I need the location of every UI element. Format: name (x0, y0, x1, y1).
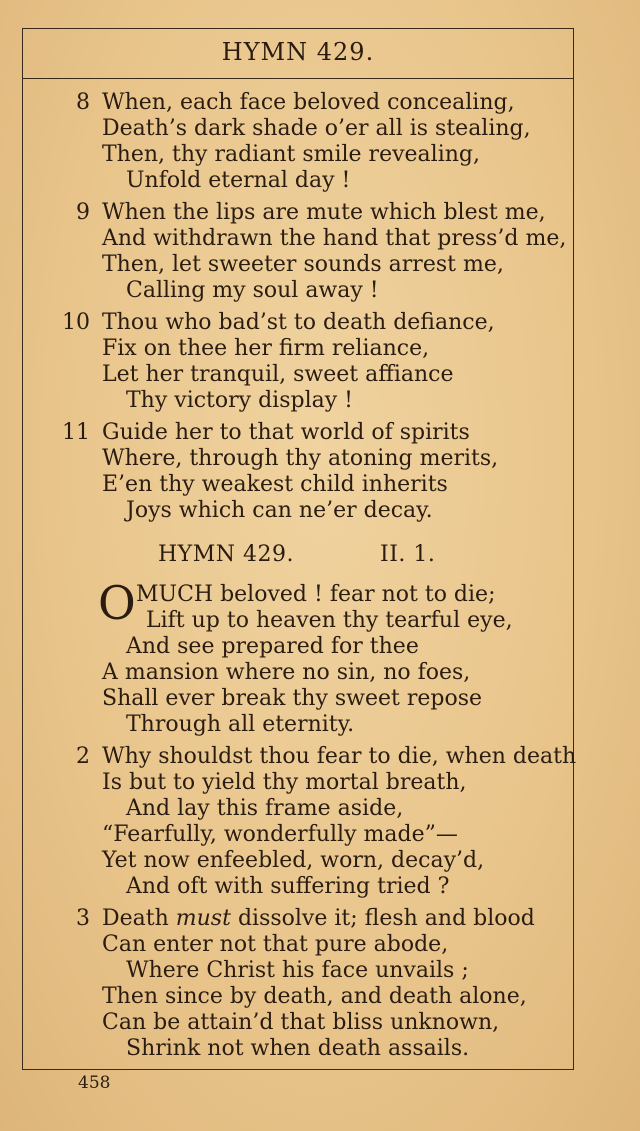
verse-line: And lay this frame aside, (126, 796, 404, 821)
stanza-number: 8 (76, 90, 90, 115)
verse-line: Shrink not when death assails. (126, 1036, 470, 1061)
drop-cap: O (98, 576, 136, 630)
verse-line: Through all eternity. (126, 712, 355, 737)
verse-line: And see prepared for thee (126, 634, 419, 659)
page-number: 458 (78, 1073, 111, 1093)
verse-line: Guide her to that world of spirits (102, 420, 470, 445)
verse-line: Then, let sweeter sounds arrest me, (102, 252, 504, 277)
verse-line: When the lips are mute which blest me, (102, 200, 546, 225)
verse-line: Calling my soul away ! (126, 278, 379, 303)
verse-line: Then, thy radiant smile revealing, (102, 142, 480, 167)
hymn-meter: II. 1. (380, 542, 436, 567)
verse-line: And oft with suffering tried ? (126, 874, 450, 899)
verse-line: A mansion where no sin, no foes, (102, 660, 471, 685)
verse-line: Joys which can ne’er decay. (126, 498, 433, 523)
verse-line: Is but to yield thy mortal breath, (102, 770, 467, 795)
verse-text: dissolve it; flesh and blood (230, 906, 535, 931)
header-rule (22, 78, 574, 79)
verse-line: Shall ever break thy sweet repose (102, 686, 483, 711)
verse-line: Yet now enfeebled, worn, decay’d, (102, 848, 485, 873)
stanza-number: 10 (62, 310, 90, 335)
verse-line: “Fearfully, wonderfully made”— (102, 822, 458, 847)
verse-line: Can enter not that pure abode, (102, 932, 449, 957)
verse-line: Thy victory display ! (126, 388, 353, 413)
verse-line: Let her tranquil, sweet affiance (102, 362, 454, 387)
verse-line: MUCH beloved ! fear not to die; (136, 582, 496, 607)
page-title: HYMN 429. (221, 38, 375, 66)
stanza-number: 11 (62, 420, 90, 445)
stanza-number: 2 (76, 744, 90, 769)
verse-line: When, each face beloved concealing, (102, 90, 515, 115)
verse-line: Then since by death, and death alone, (102, 984, 527, 1009)
stanza-number: 9 (76, 200, 90, 225)
verse-line: Thou who bad’st to death defiance, (102, 310, 495, 335)
verse-line: Death’s dark shade o’er all is stealing, (102, 116, 531, 141)
verse-line: And withdrawn the hand that press’d me, (102, 226, 567, 251)
emphasis-text: must (175, 906, 231, 931)
verse-line: Why shouldst thou fear to die, when death (102, 744, 577, 769)
verse-line: Can be attain’d that bliss unknown, (102, 1010, 500, 1035)
verse-line: Fix on thee her firm reliance, (102, 336, 430, 361)
verse-text: Death (102, 906, 176, 931)
stanza-number: 3 (76, 906, 90, 931)
verse-line (102, 906, 535, 932)
verse-line: Unfold eternal day ! (126, 168, 351, 193)
verse-line: Where, through thy atoning merits, (102, 446, 499, 471)
verse-line: Where Christ his face unvails ; (126, 958, 469, 983)
hymn-heading: HYMN 429. (158, 542, 294, 567)
verse-line: Lift up to heaven thy tearful eye, (146, 608, 513, 633)
verse-line: E’en thy weakest child inherits (102, 472, 448, 497)
